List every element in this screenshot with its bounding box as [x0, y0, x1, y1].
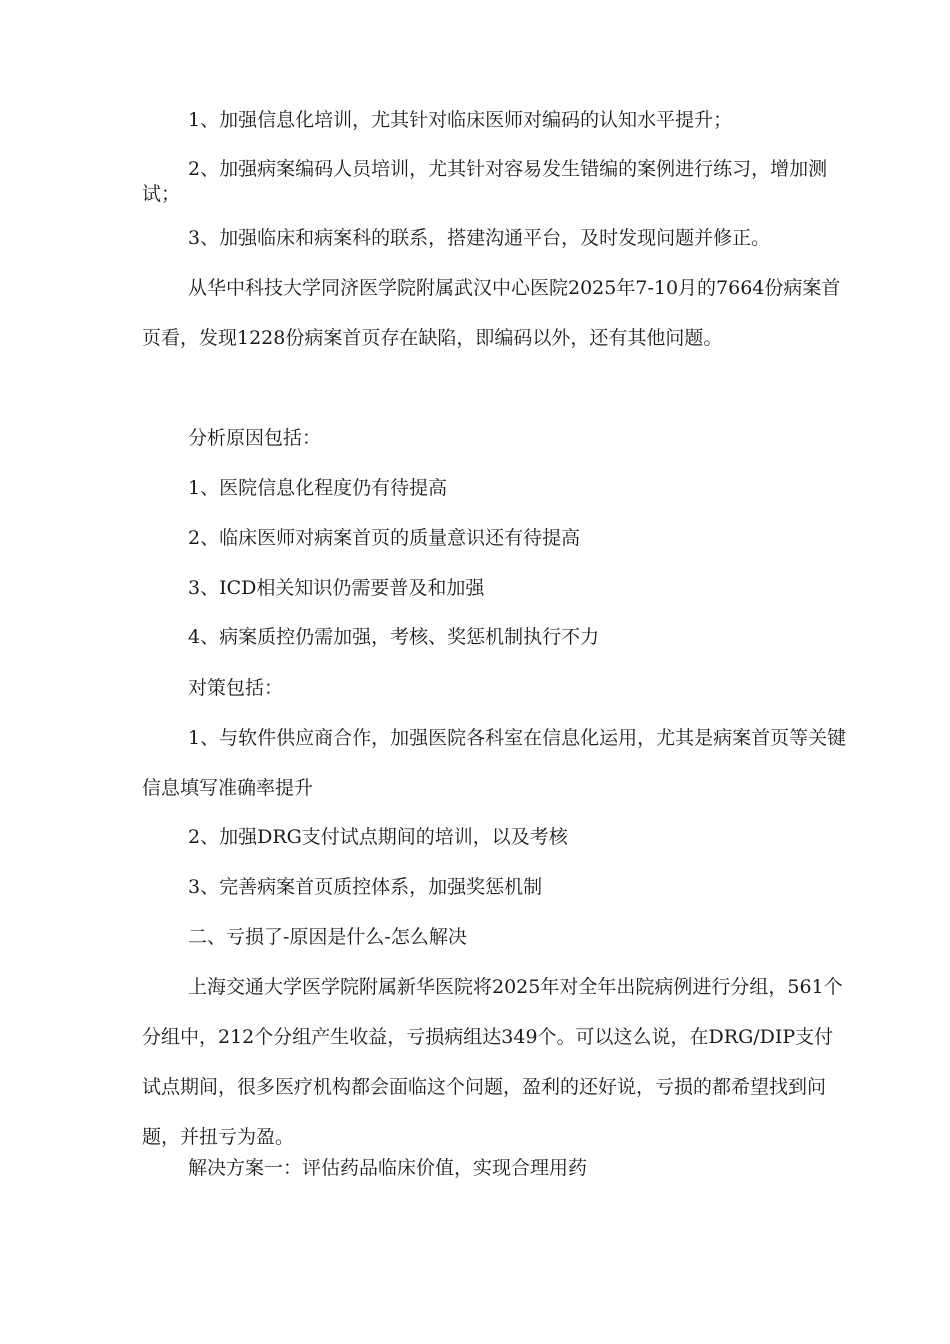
paragraph-measure-3: 3、完善病案首页质控体系，加强奖惩机制: [188, 876, 543, 898]
paragraph-measures-heading: 对策包括：: [188, 677, 284, 699]
paragraph-training-3: 3、加强临床和病案科的联系，搭建沟通平台，及时发现问题并修正。: [188, 227, 771, 249]
paragraph-training-1: 1、加强信息化培训，尤其针对临床医师对编码的认知水平提升；: [188, 109, 733, 131]
section-heading-loss: 二、亏损了-原因是什么-怎么解决: [188, 926, 467, 948]
paragraph-causes-heading: 分析原因包括：: [188, 427, 322, 449]
paragraph-measure-1: 1、与软件供应商合作，加强医院各科室在信息化运用，尤其是病案首页等关键信息填写准确率提升: [142, 727, 847, 799]
paragraph-cause-4: 4、病案质控仍需加强，考核、奖惩机制执行不力: [188, 626, 600, 648]
paragraph-solution-1: 解决方案一：评估药品临床价值，实现合理用药: [188, 1157, 588, 1179]
paragraph-training-2: 2、加强病案编码人员培训，尤其针对容易发生错编的案例进行练习，增加测试；: [142, 158, 828, 205]
paragraph-cause-3: 3、ICD相关知识仍需要普及和加强: [188, 577, 485, 599]
paragraph-wuhan-hospital: 从华中科技大学同济医学院附属武汉中心医院2025年7-10月的7664份病案首页看，发现1228份病案首页存在缺陷，即编码以外，还有其他问题。: [142, 277, 841, 349]
paragraph-cause-1: 1、医院信息化程度仍有待提高: [188, 477, 448, 499]
paragraph-xinhua-hospital: 上海交通大学医学院附属新华医院将2025年对全年出院病例进行分组，561个分组中，212个分组产生收益，亏损病组达349个。可以这么说，在DRG/DIP支付试点期间，很多医疗机构都会面临这个问题，盈利的还好说，亏损的都希望找到问题，并扭亏为盈。: [142, 976, 843, 1148]
paragraph-measure-2: 2、加强DRG支付试点期间的培训，以及考核: [188, 826, 568, 848]
paragraph-cause-2: 2、临床医师对病案首页的质量意识还有待提高: [188, 527, 581, 549]
